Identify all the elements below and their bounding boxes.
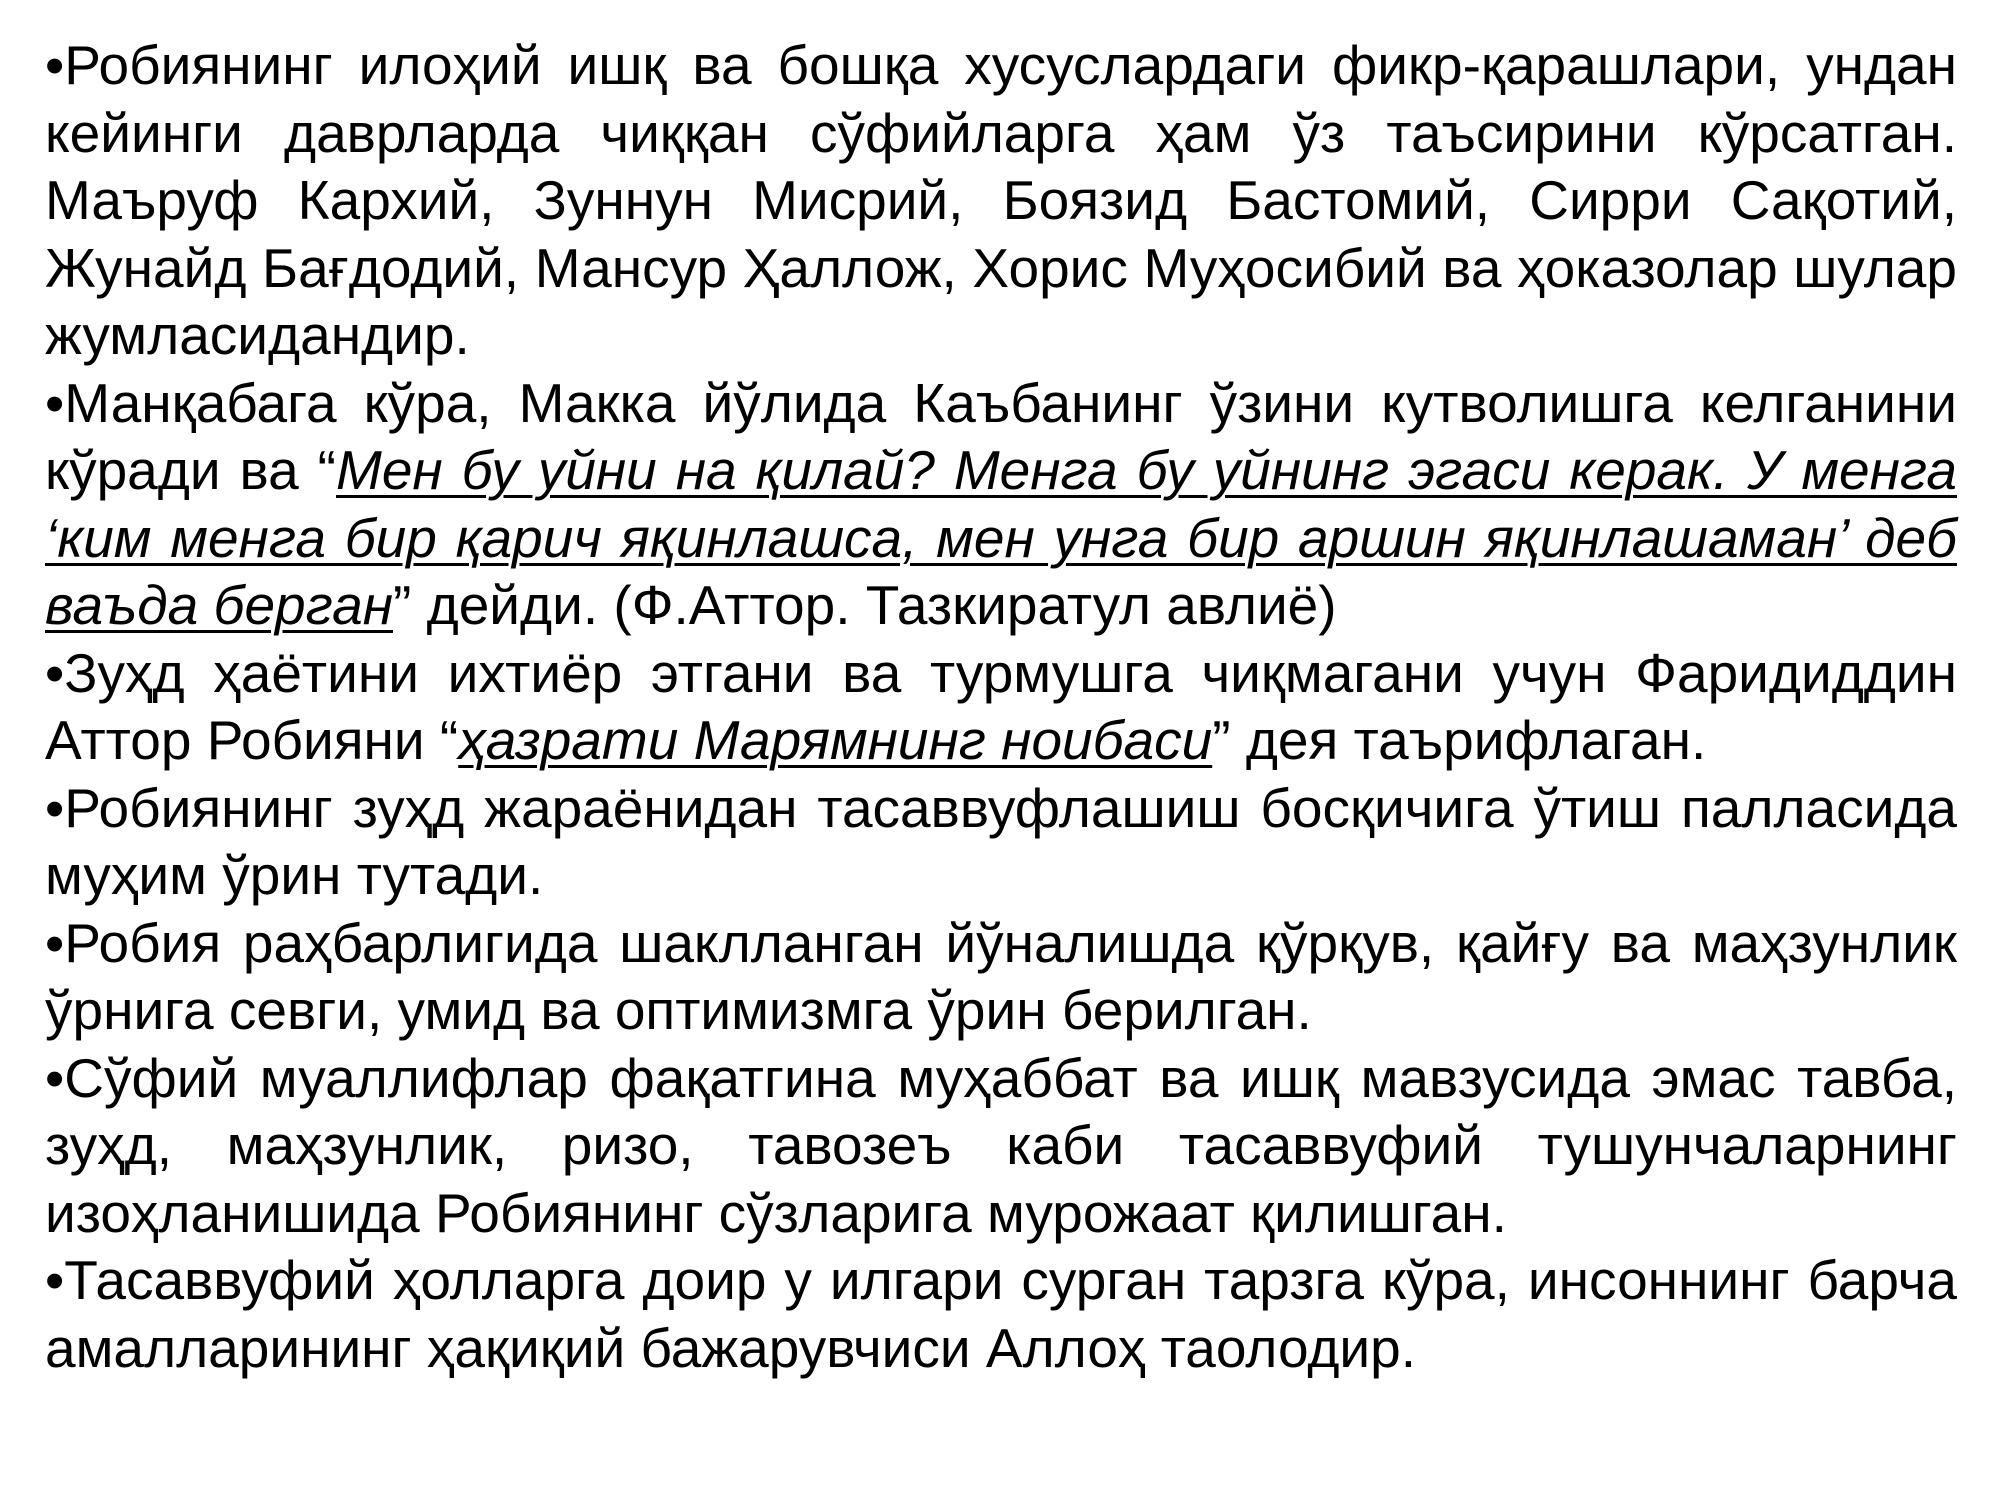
underlined-quote: ҳазрати Марямнинг ноибаси [458,709,1213,771]
paragraph-text: •Манқабага кўра, Макка йўлида Каъбанинг ўзини кутволишга келганини кўради ва “ [45,371,1957,501]
underlined-quote: Мен бу уйни на қилай? Менга бу уйнинг эгаси керак. У менга ‘ким менга бир қарич яқинлашса, мен унга бир аршин яқинлашаман’ деб ваъда берган [45,439,1957,636]
bullet-paragraph: •Робия раҳбарлигида шаклланган йўналишда қўрқув, қайғу ва маҳзунлик ўрнига севги, умид ва оптимизмга ўрин берилган. [45,911,1957,1041]
bullet-paragraph: •Сўфий муаллифлар фақатгина муҳаббат ва ишқ мавзусида эмас тавба, зуҳд, маҳзунлик, ризо, тавозеъ каби тасаввуфий тушунчаларнинг изоҳланишида Робиянинг сўзларига мурожаат қилишган. [45,1046,1957,1244]
paragraph-text: ” дея таърифлаган. [1212,709,1707,771]
slide-body [45,32,1957,1382]
paragraph-text: ” дейди. (Ф.Аттор. Тазкиратул авлиё) [393,574,1337,636]
paragraph-text: •Зуҳд ҳаётини ихтиёр этгани ва турмушга чиқмагани учун Фаридиддин Аттор Робияни “ [45,641,1957,771]
bullet-paragraph [45,370,1957,640]
bullet-paragraph [45,640,1957,775]
bullet-paragraph: •Робиянинг зуҳд жараёнидан тасаввуфлашиш босқичига ўтиш палласида муҳим ўрин тутади. [45,776,1957,906]
bullet-paragraph: •Тасаввуфий ҳолларга доир у илгари сурган тарзга кўра, инсоннинг барча амалларининг ҳақиқий бажарувчиси Аллоҳ таолодир. [45,1249,1957,1379]
bullet-paragraph: •Робиянинг илоҳий ишқ ва бошқа хусуслардаги фикр-қарашлари, ундан кейинги даврларда чиққан сўфийларга ҳам ўз таъсирини кўрсатган. Маъруф Кархий, Зуннун Мисрий, Боязид Бастомий, Сирри Сақотий, Жунайд Бағдодий, Мансур Ҳаллож, Хорис Муҳосибий ва ҳоказолар шулар жумласидандир. [45,34,1957,366]
